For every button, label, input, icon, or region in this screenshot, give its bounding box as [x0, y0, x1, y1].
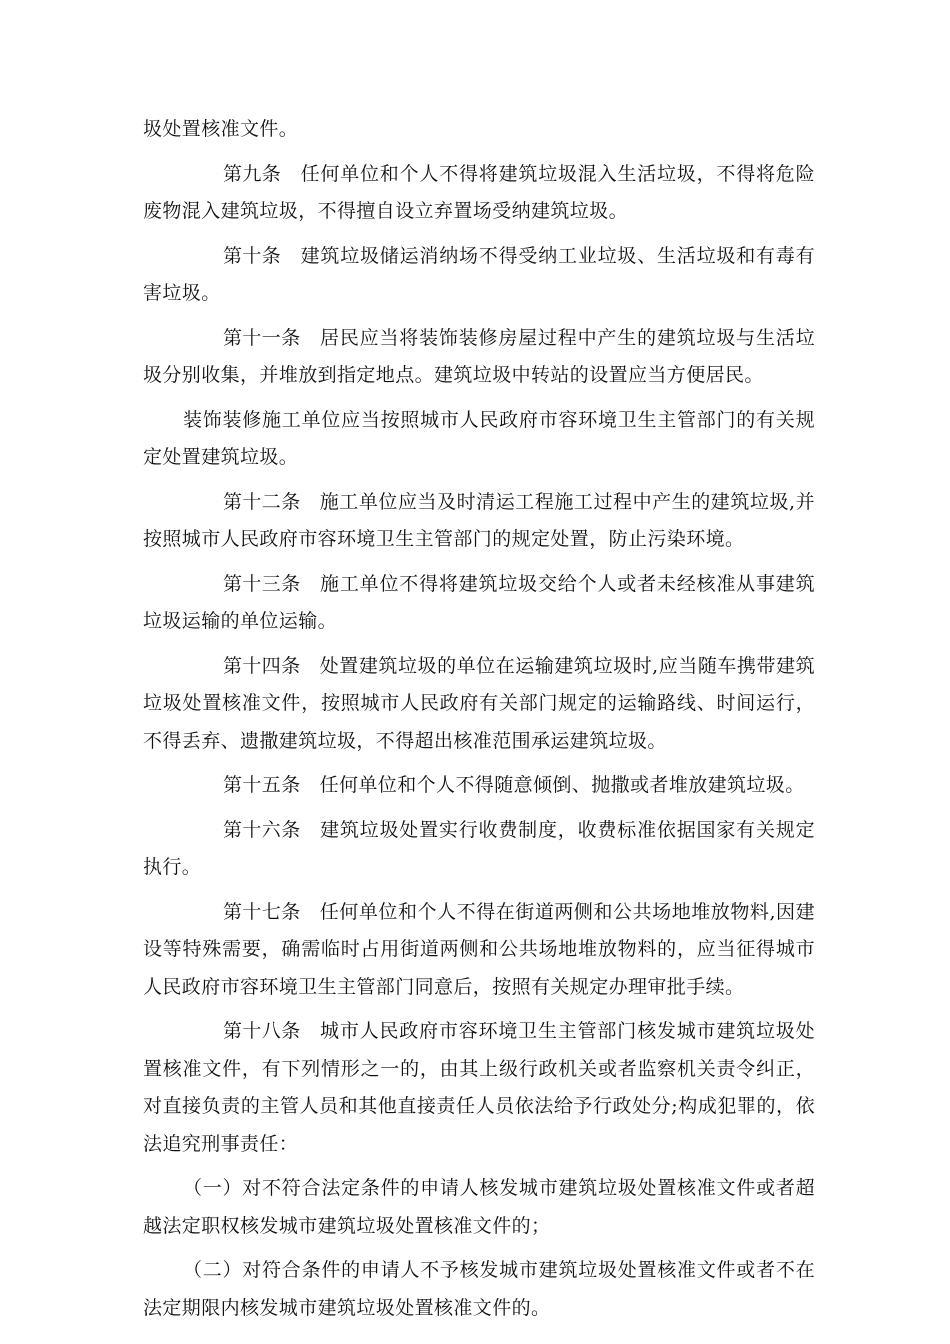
article-14: [143, 648, 815, 761]
article-number: 第十八条: [223, 1020, 301, 1042]
article-number: 第九条: [223, 162, 282, 185]
article-text: 任何单位和个人不得将建筑垃圾混入生活垃圾，不得将危险废物混入建筑垃圾，不得擅自设立弃置场受纳建筑垃圾。: [143, 162, 815, 222]
article-text: 建筑垃圾处置实行收费制度，收费标准依据国家有关规定执行。: [143, 818, 815, 878]
article-18-item-1: [143, 1170, 815, 1245]
article-number: 第十一条: [223, 326, 301, 349]
article-text: 任何单位和个人不得在街道两侧和公共场地堆放物料,因建设等特殊需要，确需临时占用街道两侧和公共场地堆放物料的，应当征得城市人民政府市容环境卫生主管部门同意后，按照有关规定办理审批手续。: [143, 900, 815, 998]
article-text: 施工单位不得将建筑垃圾交给个人或者未经核准从事建筑垃圾运输的单位运输。: [143, 572, 815, 632]
article-13: [143, 566, 815, 641]
article-text: 处置建筑垃圾的单位在运输建筑垃圾时,应当随车携带建筑垃圾处置核准文件，按照城市人民政府有关部门规定的运输路线、时间运行，不得丢弃、遗撒建筑垃圾，不得超出核准范围承运建筑垃圾。: [143, 654, 815, 752]
article-16: [143, 812, 815, 887]
list-item-text: （二）对符合条件的申请人不予核发城市建筑垃圾处置核准文件或者不在法定期限内核发城市建筑垃圾处置核准文件的。: [143, 1259, 815, 1319]
article-number: 第十四条: [223, 654, 301, 677]
article-11: [143, 320, 815, 395]
article-12: [143, 484, 815, 559]
article-number: 第十二条: [223, 490, 301, 513]
article-text: 建筑垃圾储运消纳场不得受纳工业垃圾、生活垃圾和有毒有害垃圾。: [143, 244, 815, 304]
article-number: 第十条: [223, 244, 282, 267]
article-number: 第十五条: [223, 774, 301, 796]
article-10: [143, 238, 815, 313]
article-9: [143, 156, 815, 231]
article-number: 第十六条: [223, 818, 301, 841]
article-18-item-2: [143, 1252, 815, 1327]
article-15: [143, 767, 815, 805]
article-text: 居民应当将装饰装修房屋过程中产生的建筑垃圾与生活垃圾分别收集，并堆放到指定地点。建筑垃圾中转站的设置应当方便居民。: [143, 326, 815, 386]
article-text: 城市人民政府市容环境卫生主管部门核发城市建筑垃圾处置核准文件，有下列情形之一的，由其上级行政机关或者监察机关责令纠正，对直接负责的主管人员和其他直接责任人员依法给予行政处分;构成犯罪的，依法追究刑事责任：: [143, 1020, 815, 1155]
paragraph-text: 装饰装修施工单位应当按照城市人民政府市容环境卫生主管部门的有关规定处置建筑垃圾。: [143, 408, 815, 468]
paragraph-text: 圾处置核准文件。: [143, 118, 299, 140]
article-text: 任何单位和个人不得随意倾倒、抛撒或者堆放建筑垃圾。: [319, 774, 805, 796]
article-number: 第十三条: [223, 572, 301, 595]
paragraph-continued: [143, 111, 815, 149]
article-17: [143, 894, 815, 1007]
article-18: [143, 1013, 815, 1163]
document-page: [143, 111, 815, 1334]
article-text: 施工单位应当及时清运工程施工过程中产生的建筑垃圾,并按照城市人民政府市容环境卫生主管部门的规定处置，防止污染环境。: [143, 490, 815, 550]
article-11-para-2: [143, 402, 815, 477]
article-number: 第十七条: [223, 900, 301, 923]
list-item-text: （一）对不符合法定条件的申请人核发城市建筑垃圾处置核准文件或者超越法定职权核发城市建筑垃圾处置核准文件的；: [143, 1177, 815, 1237]
